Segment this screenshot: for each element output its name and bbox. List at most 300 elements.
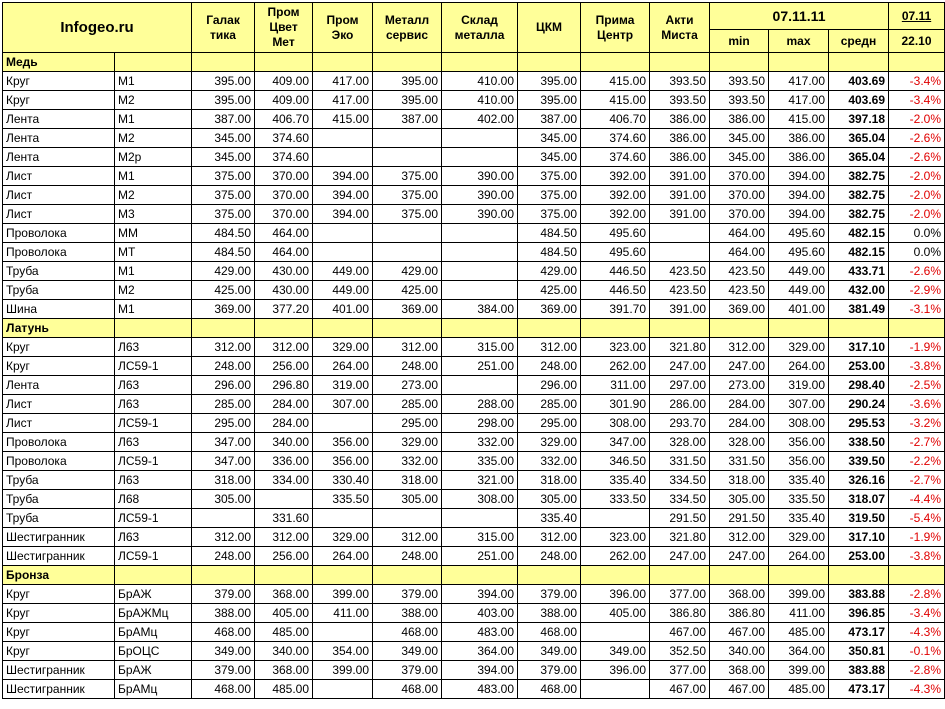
supplier-price: 307.00 <box>313 395 373 414</box>
supplier-price: 296.80 <box>255 376 313 395</box>
supplier-price: 308.00 <box>581 414 650 433</box>
product-name: Лист <box>3 205 115 224</box>
avg-price: 365.04 <box>829 129 889 148</box>
supplier-price: 331.50 <box>650 452 710 471</box>
table-row <box>3 585 945 604</box>
section-filler-cell <box>581 53 650 72</box>
supplier-price <box>373 224 442 243</box>
supplier-price: 305.00 <box>373 490 442 509</box>
supplier-price: 395.00 <box>518 72 581 91</box>
supplier-price <box>313 148 373 167</box>
product-name: Круг <box>3 604 115 623</box>
supplier-price: 391.00 <box>650 300 710 319</box>
supplier-price: 345.00 <box>518 148 581 167</box>
max-price: 417.00 <box>769 91 829 110</box>
section-filler-cell <box>518 319 581 338</box>
supplier-price: 248.00 <box>192 357 255 376</box>
min-price: 331.50 <box>710 452 769 471</box>
supplier-header-4: Металл сервис <box>373 3 442 53</box>
supplier-price: 394.00 <box>313 167 373 186</box>
min-price: 318.00 <box>710 471 769 490</box>
supplier-price: 468.00 <box>373 680 442 699</box>
supplier-price: 256.00 <box>255 357 313 376</box>
supplier-price: 395.00 <box>373 91 442 110</box>
section-filler-cell <box>255 566 313 585</box>
price-change: -3.4% <box>889 72 945 91</box>
table-row <box>3 642 945 661</box>
avg-price: 482.15 <box>829 243 889 262</box>
supplier-price <box>192 509 255 528</box>
section-filler-cell <box>442 319 518 338</box>
table-row <box>3 547 945 566</box>
supplier-price: 356.00 <box>313 452 373 471</box>
supplier-price: 409.00 <box>255 91 313 110</box>
product-grade: Л63 <box>115 395 192 414</box>
supplier-price: 370.00 <box>255 167 313 186</box>
supplier-price <box>313 680 373 699</box>
supplier-price: 399.00 <box>313 661 373 680</box>
avg-price: 383.88 <box>829 585 889 604</box>
supplier-price: 425.00 <box>373 281 442 300</box>
supplier-price: 374.60 <box>255 148 313 167</box>
min-price: 312.00 <box>710 338 769 357</box>
price-change: -2.2% <box>889 452 945 471</box>
max-price: 335.40 <box>769 471 829 490</box>
section-filler-cell <box>518 566 581 585</box>
avg-price: 339.50 <box>829 452 889 471</box>
change-header-top <box>889 3 945 30</box>
supplier-price: 262.00 <box>581 357 650 376</box>
product-name: Проволока <box>3 452 115 471</box>
supplier-price: 321.80 <box>650 528 710 547</box>
section-filler-cell <box>192 566 255 585</box>
price-change: -2.7% <box>889 471 945 490</box>
supplier-price: 248.00 <box>518 357 581 376</box>
product-name: Лента <box>3 148 115 167</box>
section-filler-cell <box>373 319 442 338</box>
price-change: -2.0% <box>889 110 945 129</box>
supplier-price: 405.00 <box>255 604 313 623</box>
supplier-header-3: Пром Эко <box>313 3 373 53</box>
table-row <box>3 281 945 300</box>
supplier-price: 247.00 <box>650 357 710 376</box>
avg-price: 403.69 <box>829 91 889 110</box>
max-header: max <box>769 30 829 53</box>
supplier-price: 386.80 <box>650 604 710 623</box>
table-row <box>3 452 945 471</box>
section-filler-cell <box>518 53 581 72</box>
supplier-price: 375.00 <box>518 167 581 186</box>
section-filler-cell <box>650 53 710 72</box>
supplier-price: 334.50 <box>650 490 710 509</box>
product-name: Круг <box>3 623 115 642</box>
supplier-price: 340.00 <box>255 433 313 452</box>
supplier-price: 379.00 <box>373 661 442 680</box>
section-filler-cell <box>192 319 255 338</box>
product-name: Круг <box>3 72 115 91</box>
supplier-price: 251.00 <box>442 357 518 376</box>
avg-price: 253.00 <box>829 357 889 376</box>
avg-price: 403.69 <box>829 72 889 91</box>
supplier-price: 395.00 <box>518 91 581 110</box>
min-header: min <box>710 30 769 53</box>
section-filler-cell <box>255 53 313 72</box>
supplier-price: 379.00 <box>192 585 255 604</box>
supplier-price: 395.00 <box>373 72 442 91</box>
product-name: Лист <box>3 186 115 205</box>
product-name: Шестигранник <box>3 680 115 699</box>
max-price: 386.00 <box>769 148 829 167</box>
supplier-price: 332.00 <box>518 452 581 471</box>
price-change: -0.1% <box>889 642 945 661</box>
supplier-price: 395.00 <box>192 72 255 91</box>
price-change: -2.6% <box>889 129 945 148</box>
supplier-price: 391.00 <box>650 205 710 224</box>
section-filler-cell <box>581 319 650 338</box>
supplier-price: 375.00 <box>192 186 255 205</box>
price-change: -3.8% <box>889 547 945 566</box>
avg-price: 382.75 <box>829 167 889 186</box>
table-body <box>3 3 945 699</box>
supplier-price: 248.00 <box>518 547 581 566</box>
supplier-price: 387.00 <box>192 110 255 129</box>
avg-price: 396.85 <box>829 604 889 623</box>
table-row <box>3 471 945 490</box>
supplier-price: 352.50 <box>650 642 710 661</box>
avg-price: 317.10 <box>829 528 889 547</box>
supplier-price: 318.00 <box>373 471 442 490</box>
table-row <box>3 148 945 167</box>
product-grade: Л68 <box>115 490 192 509</box>
header-row-top <box>3 3 945 30</box>
max-price: 399.00 <box>769 661 829 680</box>
section-filler-cell <box>889 319 945 338</box>
supplier-price: 330.40 <box>313 471 373 490</box>
section-filler-cell <box>650 319 710 338</box>
section-filler-cell <box>255 319 313 338</box>
section-filler-cell <box>769 566 829 585</box>
supplier-price <box>442 281 518 300</box>
supplier-price: 446.50 <box>581 262 650 281</box>
section-filler-cell <box>442 566 518 585</box>
supplier-price: 308.00 <box>442 490 518 509</box>
supplier-price: 379.00 <box>518 585 581 604</box>
table-row <box>3 129 945 148</box>
supplier-price: 375.00 <box>518 205 581 224</box>
supplier-price <box>373 129 442 148</box>
supplier-price: 312.00 <box>518 338 581 357</box>
supplier-price: 349.00 <box>518 642 581 661</box>
section-filler-cell <box>373 566 442 585</box>
section-header-row <box>3 53 945 72</box>
price-change: -2.0% <box>889 167 945 186</box>
table-row <box>3 243 945 262</box>
table-row <box>3 680 945 699</box>
supplier-price: 468.00 <box>192 680 255 699</box>
supplier-price: 247.00 <box>650 547 710 566</box>
table-row <box>3 661 945 680</box>
supplier-price: 410.00 <box>442 72 518 91</box>
max-price: 335.40 <box>769 509 829 528</box>
supplier-price <box>313 129 373 148</box>
supplier-price: 374.60 <box>581 148 650 167</box>
max-price: 319.00 <box>769 376 829 395</box>
supplier-price: 329.00 <box>518 433 581 452</box>
avg-price: 482.15 <box>829 224 889 243</box>
supplier-price: 391.00 <box>650 167 710 186</box>
supplier-price <box>442 243 518 262</box>
supplier-price <box>581 623 650 642</box>
supplier-price: 375.00 <box>192 167 255 186</box>
min-price: 370.00 <box>710 186 769 205</box>
product-name: Круг <box>3 642 115 661</box>
section-filler-cell <box>192 53 255 72</box>
section-filler-cell <box>889 566 945 585</box>
supplier-price: 356.00 <box>313 433 373 452</box>
supplier-price: 401.00 <box>313 300 373 319</box>
supplier-price: 336.00 <box>255 452 313 471</box>
supplier-price: 370.00 <box>255 205 313 224</box>
min-price: 284.00 <box>710 395 769 414</box>
max-price: 329.00 <box>769 528 829 547</box>
supplier-price: 403.00 <box>442 604 518 623</box>
table-row <box>3 414 945 433</box>
product-grade: М1 <box>115 110 192 129</box>
product-name: Шестигранник <box>3 528 115 547</box>
min-price: 370.00 <box>710 167 769 186</box>
supplier-price: 273.00 <box>373 376 442 395</box>
supplier-price: 340.00 <box>255 642 313 661</box>
supplier-header-7: Прима Центр <box>581 3 650 53</box>
supplier-price: 430.00 <box>255 281 313 300</box>
section-filler-cell <box>829 53 889 72</box>
min-price: 464.00 <box>710 243 769 262</box>
table-row <box>3 395 945 414</box>
supplier-price: 415.00 <box>581 91 650 110</box>
supplier-price: 390.00 <box>442 186 518 205</box>
min-price: 370.00 <box>710 205 769 224</box>
section-filler-cell <box>829 319 889 338</box>
section-header-row <box>3 319 945 338</box>
supplier-price: 256.00 <box>255 547 313 566</box>
avg-price: 397.18 <box>829 110 889 129</box>
supplier-price: 345.00 <box>192 129 255 148</box>
supplier-price: 284.00 <box>255 414 313 433</box>
supplier-price: 394.00 <box>313 205 373 224</box>
section-filler-cell <box>710 319 769 338</box>
table-row <box>3 528 945 547</box>
supplier-price: 449.00 <box>313 262 373 281</box>
supplier-price: 377.00 <box>650 585 710 604</box>
min-price: 345.00 <box>710 148 769 167</box>
supplier-price: 312.00 <box>255 528 313 547</box>
price-change: -3.8% <box>889 357 945 376</box>
price-change: -3.4% <box>889 604 945 623</box>
avg-price: 382.75 <box>829 205 889 224</box>
supplier-price: 370.00 <box>255 186 313 205</box>
product-name: Шина <box>3 300 115 319</box>
product-name: Труба <box>3 509 115 528</box>
product-grade: Л63 <box>115 528 192 547</box>
avg-price: 381.49 <box>829 300 889 319</box>
avg-price: 253.00 <box>829 547 889 566</box>
avg-price: 473.17 <box>829 680 889 699</box>
supplier-price: 318.00 <box>192 471 255 490</box>
price-change: -4.4% <box>889 490 945 509</box>
min-price: 386.00 <box>710 110 769 129</box>
supplier-price: 312.00 <box>373 338 442 357</box>
supplier-price: 368.00 <box>255 661 313 680</box>
min-price: 312.00 <box>710 528 769 547</box>
max-price: 485.00 <box>769 623 829 642</box>
price-change: -1.9% <box>889 528 945 547</box>
product-grade: БрАЖМц <box>115 604 192 623</box>
product-name: Шестигранник <box>3 547 115 566</box>
avg-price: 382.75 <box>829 186 889 205</box>
min-price: 340.00 <box>710 642 769 661</box>
price-change: 0.0% <box>889 224 945 243</box>
product-name: Проволока <box>3 433 115 452</box>
supplier-price: 349.00 <box>192 642 255 661</box>
supplier-price: 417.00 <box>313 91 373 110</box>
supplier-price: 394.00 <box>442 661 518 680</box>
product-name: Труба <box>3 471 115 490</box>
price-change: -4.3% <box>889 623 945 642</box>
price-change: -2.8% <box>889 661 945 680</box>
supplier-price: 449.00 <box>313 281 373 300</box>
supplier-price: 305.00 <box>518 490 581 509</box>
supplier-price: 464.00 <box>255 243 313 262</box>
supplier-price: 312.00 <box>192 338 255 357</box>
supplier-price: 346.50 <box>581 452 650 471</box>
supplier-price: 296.00 <box>518 376 581 395</box>
max-price: 364.00 <box>769 642 829 661</box>
max-price: 399.00 <box>769 585 829 604</box>
product-grade: Л63 <box>115 376 192 395</box>
supplier-price <box>581 509 650 528</box>
avg-price: 433.71 <box>829 262 889 281</box>
supplier-price: 301.90 <box>581 395 650 414</box>
table-row <box>3 72 945 91</box>
section-filler-cell <box>581 566 650 585</box>
price-change: -2.9% <box>889 281 945 300</box>
supplier-price <box>313 243 373 262</box>
product-grade: М2 <box>115 186 192 205</box>
supplier-price <box>313 509 373 528</box>
max-price: 394.00 <box>769 205 829 224</box>
price-change: -3.2% <box>889 414 945 433</box>
min-price: 345.00 <box>710 129 769 148</box>
supplier-price: 248.00 <box>373 547 442 566</box>
avg-price: 319.50 <box>829 509 889 528</box>
product-name: Лента <box>3 129 115 148</box>
supplier-price: 296.00 <box>192 376 255 395</box>
min-price: 393.50 <box>710 72 769 91</box>
supplier-price: 298.00 <box>442 414 518 433</box>
supplier-price: 377.00 <box>650 661 710 680</box>
supplier-price: 399.00 <box>313 585 373 604</box>
supplier-price: 483.00 <box>442 623 518 642</box>
supplier-price: 347.00 <box>192 433 255 452</box>
supplier-price <box>442 148 518 167</box>
max-price: 329.00 <box>769 338 829 357</box>
max-price: 394.00 <box>769 186 829 205</box>
product-name: Труба <box>3 490 115 509</box>
brand-title: Infogeo.ru <box>3 3 192 53</box>
product-grade: М3 <box>115 205 192 224</box>
supplier-price: 379.00 <box>373 585 442 604</box>
supplier-price: 332.00 <box>373 452 442 471</box>
supplier-header-5: Склад металла <box>442 3 518 53</box>
supplier-price <box>255 490 313 509</box>
supplier-price: 425.00 <box>192 281 255 300</box>
min-price: 247.00 <box>710 357 769 376</box>
avg-price: 318.07 <box>829 490 889 509</box>
supplier-price: 387.00 <box>373 110 442 129</box>
product-grade: Л63 <box>115 433 192 452</box>
supplier-price: 264.00 <box>313 547 373 566</box>
product-name: Проволока <box>3 224 115 243</box>
supplier-price: 291.50 <box>650 509 710 528</box>
supplier-price: 423.50 <box>650 281 710 300</box>
max-price: 449.00 <box>769 281 829 300</box>
section-filler-cell <box>769 53 829 72</box>
avg-header: средн <box>829 30 889 53</box>
supplier-price: 331.60 <box>255 509 313 528</box>
supplier-price: 335.40 <box>518 509 581 528</box>
supplier-price: 405.00 <box>581 604 650 623</box>
supplier-price: 264.00 <box>313 357 373 376</box>
supplier-price <box>313 623 373 642</box>
product-name: Круг <box>3 338 115 357</box>
supplier-price: 311.00 <box>581 376 650 395</box>
supplier-price: 334.50 <box>650 471 710 490</box>
max-price: 449.00 <box>769 262 829 281</box>
max-price: 356.00 <box>769 433 829 452</box>
product-grade: М2 <box>115 91 192 110</box>
supplier-price: 312.00 <box>255 338 313 357</box>
section-name: Латунь <box>3 319 115 338</box>
supplier-price: 329.00 <box>373 433 442 452</box>
supplier-price: 429.00 <box>518 262 581 281</box>
section-filler-cell <box>115 53 192 72</box>
max-price: 307.00 <box>769 395 829 414</box>
price-table <box>2 2 945 699</box>
supplier-price: 305.00 <box>192 490 255 509</box>
supplier-price: 402.00 <box>442 110 518 129</box>
avg-price: 326.16 <box>829 471 889 490</box>
supplier-price: 345.00 <box>518 129 581 148</box>
supplier-price: 464.00 <box>255 224 313 243</box>
supplier-price: 349.00 <box>581 642 650 661</box>
supplier-price: 386.00 <box>650 129 710 148</box>
section-filler-cell <box>650 566 710 585</box>
supplier-price <box>442 224 518 243</box>
supplier-price: 390.00 <box>442 205 518 224</box>
min-price: 386.80 <box>710 604 769 623</box>
supplier-price: 368.00 <box>255 585 313 604</box>
supplier-price: 484.50 <box>518 224 581 243</box>
product-grade: ММ <box>115 224 192 243</box>
supplier-header-6: ЦКМ <box>518 3 581 53</box>
price-change: -3.6% <box>889 395 945 414</box>
min-price: 368.00 <box>710 661 769 680</box>
supplier-price: 485.00 <box>255 623 313 642</box>
max-price: 394.00 <box>769 167 829 186</box>
supplier-price: 284.00 <box>255 395 313 414</box>
supplier-price: 484.50 <box>518 243 581 262</box>
supplier-price <box>442 129 518 148</box>
